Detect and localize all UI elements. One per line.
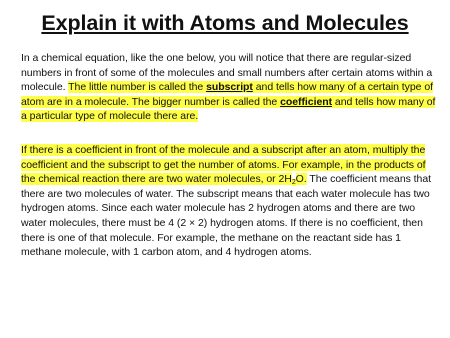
term-coefficient: coefficient [280,95,333,108]
highlighted-text: The little number is called the [68,81,207,94]
highlighted-text: If there is a coefficient in front of the molecule and a subscript after an atom, multiply the coefficient and the subscript to get the number of atoms. For example, in the products of the chemical reaction there are two water molecules, or 2H [21,144,426,186]
water-formula-subscript: 2 [291,179,296,187]
paragraph-intro-text: In a chemical equation, like the one below, you will notice that there are regular-sized numbers in front of some of the molecules and small numbers after certain atoms within a molecule. [21,52,433,94]
paragraph-coefficient-subscript-definition [21,51,441,124]
term-subscript: subscript [206,81,253,94]
paragraph-explanation-text: The coefficient means that there are two molecules of water. The subscript means that each water molecule has two hydrogen atoms. Since each water molecule has 2 hydrogen atoms and there are two water molecules, there must be 4 (2 × 2) hydrogen atoms. If there is no coefficient, then there is one of that molecule. For example, the methane on the reactant side has 1 methane molecule, with 1 carbon atom, and 4 hydrogen atoms. [21,173,431,259]
slide-title: Explain it with Atoms and Molecules [41,11,409,35]
highlighted-text: and tells how many of a particular type of molecule there are. [21,95,436,123]
highlighted-text: O. [295,173,307,186]
highlighted-text: and tells how many of a certain type of atom are in a molecule. The bigger number is called the [21,81,433,108]
paragraph-counting-atoms-example [21,143,441,260]
